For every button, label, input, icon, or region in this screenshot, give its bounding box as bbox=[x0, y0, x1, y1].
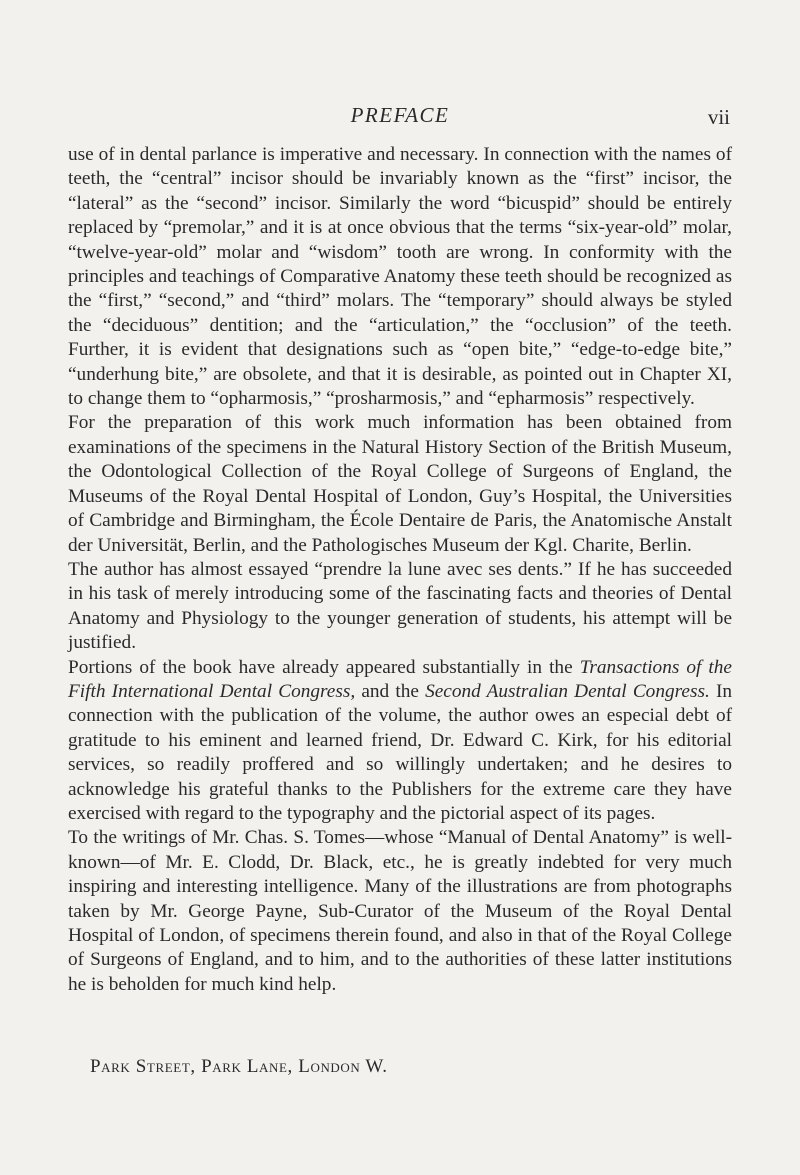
signature-address: Park Street, Park Lane, London W. bbox=[90, 1056, 388, 1077]
preface-body bbox=[68, 143, 732, 997]
paragraph-nomenclature: use of in dental parlance is imperative and necessary. In connection with the names of teeth, the “central” incisor should be invariably known as the “first” incisor, the “lateral” as the “second” incisor. Similarly the word “bicuspid” should be entirely replaced by “premolar,” and it is at once obvious that the terms “six-year-old” molar, “twelve-year-old” molar and “wisdom” tooth are wrong. In conformity with the principles and teachings of Comparative Anatomy these teeth should be recognized as the “first,” “second,” and “third” molars. The “temporary” should always be styled the “deciduous” dentition; and the “articulation,” the “occlusion” of the teeth. Further, it is evident that designations such as “open bite,” “edge-to-edge bite,” “underhung bite,” are obsolete, and that it is desirable, as pointed out in Chapter XI, to change them to “opharmosis,” “prosharmosis,” and “epharmosis” respectively. bbox=[68, 144, 732, 410]
paragraph-essay: The author has almost essayed “prendre la lune avec ses dents.” If he has succeeded in his task of merely introducing some of the fascinating facts and theories of Dental Anatomy and Physiology to the younger generation of students, his attempt will be justified. bbox=[68, 558, 732, 654]
paragraph-acknowledgements-mid: and the bbox=[355, 680, 426, 702]
page-number: vii bbox=[707, 105, 730, 129]
paragraph-writings: To the writings of Mr. Chas. S. Tomes—whose “Manual of Dental Anatomy” is well-known—of Mr. E. Clodd, Dr. Black, etc., he is greatly indebted for very much inspiring and interesting intelligence. Many of the illustrations are from photographs taken by Mr. George Payne, Sub-Curator of the Museum of the Royal Dental Hospital of London, of specimens therein found, and also in that of the Royal College of Surgeons of England, and to him, and to the authorities of these latter institutions he is beholden for much kind help. bbox=[68, 827, 732, 995]
book-page bbox=[68, 0, 732, 1175]
paragraph-acknowledgements-start: Portions of the book have already appeared substantially in the bbox=[68, 656, 580, 678]
paragraph-acknowledgements-end: In connection with the publication of the volume, the author owes an especial debt of gratitude to his eminent and learned friend, Dr. Edward C. Kirk, for his editorial services, so readily proffered and so willingly undertaken; and he desires to acknowledge his grateful thanks to the Publishers for the extreme care they have exercised with regard to the typography and the pictorial aspect of its pages. bbox=[68, 680, 733, 824]
page-header bbox=[68, 103, 732, 133]
paragraph-acknowledgements bbox=[68, 656, 732, 827]
congress-title: Second Australian Dental Congress. bbox=[425, 680, 710, 702]
running-head: PREFACE bbox=[350, 103, 450, 127]
transactions-title: Transactions of the Fifth International Dental Congress, bbox=[68, 656, 732, 702]
paragraph-sources: For the preparation of this work much information has been obtained from examinations of the specimens in the Natural History Section of the British Museum, the Odontological Collection of the Royal College of Surgeons of England, the Museums of the Royal Dental Hospital of London, Guy’s Hospital, the Universities of Cambridge and Birmingham, the École Dentaire de Paris, the Anatomische Anstalt der Universität, Berlin, and the Pathologisches Museum der Kgl. Charite, Berlin. bbox=[68, 412, 732, 556]
